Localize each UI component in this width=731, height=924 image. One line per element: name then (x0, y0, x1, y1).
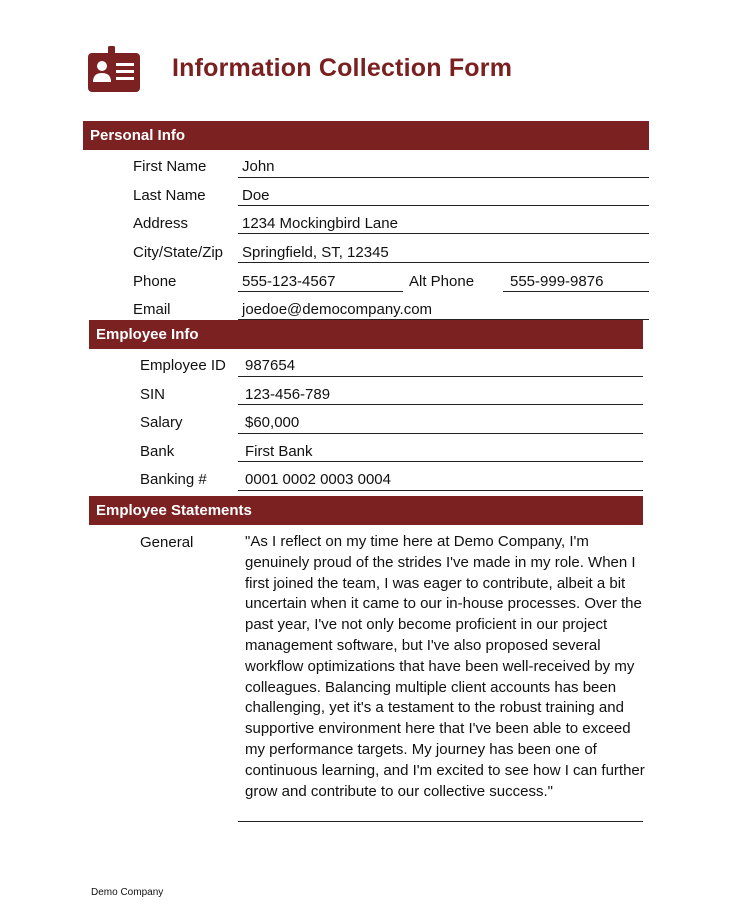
address-underline (238, 233, 649, 234)
city-state-zip-field[interactable]: Springfield, ST, 12345 (242, 244, 389, 261)
phone-underline (238, 291, 403, 292)
email-field[interactable]: joedoe@democompany.com (242, 301, 433, 318)
city-state-zip-label: City/State/Zip (133, 244, 224, 261)
banking-number-underline (238, 490, 643, 491)
last-name-field[interactable]: Doe (242, 187, 270, 204)
phone-field[interactable]: 555-123-4567 (242, 273, 336, 290)
footer-company: Demo Company (91, 887, 164, 898)
salary-underline (238, 433, 643, 434)
bank-field[interactable]: First Bank (245, 443, 313, 460)
city-state-zip-underline (238, 262, 649, 263)
page-title: Information Collection Form (172, 54, 513, 82)
sin-field[interactable]: 123-456-789 (245, 386, 331, 403)
banking-number-field[interactable]: 0001 0002 0003 0004 (245, 471, 391, 488)
banking-number-label: Banking # (140, 471, 207, 488)
sin-underline (238, 404, 643, 405)
address-field[interactable]: 1234 Mockingbird Lane (242, 215, 398, 232)
employee-id-field[interactable]: 987654 (245, 357, 296, 374)
alt-phone-field[interactable]: 555-999-9876 (510, 273, 604, 290)
employee-id-label: Employee ID (140, 357, 226, 374)
last-name-underline (238, 205, 649, 206)
employee-id-underline (238, 376, 643, 377)
bank-label: Bank (140, 443, 175, 460)
section-header-personal-info: Personal Info (83, 121, 649, 150)
last-name-label: Last Name (133, 187, 206, 204)
address-label: Address (133, 215, 189, 232)
phone-label: Phone (133, 273, 177, 290)
id-badge-icon (88, 46, 140, 92)
section-header-employee-statements: Employee Statements (89, 496, 643, 525)
general-statement-field[interactable]: "As I reflect on my time here at Demo Company, I'm genuinely proud of the strides I've made in my role. When I first joined the team, I was eager to contribute, albeit a bit uncertain when it came to our in-house processes. Over the past year, I've not only become proficient in our project management software, but I've also proposed several workflow optimizations that have been well-received by my colleagues. Balancing multiple client accounts has been challenging, yet it's a testament to the robust training and supportive environment here that I've been able to exceed my performance targets. My journey has been one of continuous learning, and I'm excited to see how I can further grow and contribute to our collective success." (245, 533, 645, 800)
alt-phone-underline (503, 291, 649, 292)
first-name-label: First Name (133, 158, 207, 175)
salary-label: Salary (140, 414, 183, 431)
sin-label: SIN (140, 386, 166, 403)
first-name-field[interactable]: John (242, 158, 275, 175)
general-label: General (140, 534, 194, 551)
general-statement-underline (238, 821, 643, 822)
alt-phone-label: Alt Phone (409, 273, 475, 290)
bank-underline (238, 461, 643, 462)
email-label: Email (133, 301, 171, 318)
first-name-underline (238, 177, 649, 178)
salary-field[interactable]: $60,000 (245, 414, 300, 431)
section-header-employee-info: Employee Info (89, 320, 643, 349)
